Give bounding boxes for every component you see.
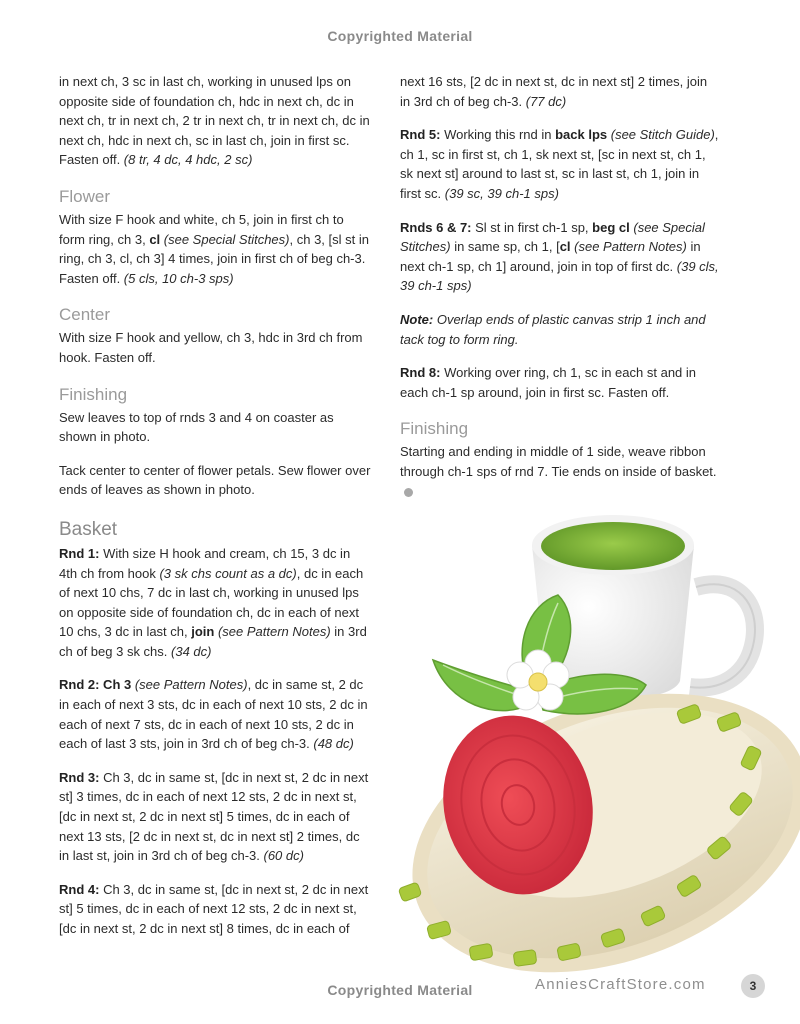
flower-bold-cl: cl [149, 231, 161, 247]
center-heading: Center [59, 305, 111, 325]
rnd67-text-2: in same sp, ch 1, [ [450, 239, 560, 255]
flower-heading: Flower [59, 186, 111, 206]
rnd67-ref-2: (see Pattern Notes) [570, 239, 687, 255]
rnd4-count: (77 dc) [525, 93, 567, 109]
rnd5-ref: (see Stitch Guide) [607, 127, 715, 143]
rnd5-bold-back-lps: back lps [555, 127, 608, 143]
left-column [59, 72, 371, 953]
page-number-badge: 3 [741, 974, 765, 998]
rnd5-text-1: Working this rnd in [440, 127, 556, 143]
flower-paragraph [59, 210, 371, 288]
rnd8-text: Working over ring, ch 1, sc in each st and in each ch-1 sp around, join in first sc. Fasten off. [400, 365, 697, 400]
rnd4-paragraph [59, 880, 371, 939]
rnd4-text: Ch 3, dc in same st, [dc in next st, 2 dc in next st] 5 times, dc in each of next 12 sts, 2 dc in next st, [dc in next st, 2 dc in next st] 8 times, dc in each of [59, 881, 369, 936]
rnd67-label: Rnds 6 & 7: [400, 219, 472, 235]
finishing-paragraph-2: Tack center to center of flower petals. Sew flower over ends of leaves as shown in photo. [59, 462, 371, 498]
rnd67-paragraph [400, 218, 720, 296]
rnd5-count: (39 sc, 39 ch-1 sps) [444, 185, 559, 201]
rnd4-label: Rnd 4: [59, 881, 100, 897]
rnd2-paragraph [59, 675, 371, 753]
finishing-right-text: Starting and ending in middle of 1 side, weave ribbon through ch-1 sps of rnd 7. Tie ends on inside of basket. [400, 444, 717, 479]
rnd67-count: (39 cls, 39 ch-1 sps) [400, 258, 719, 294]
rnd3-label: Rnd 3: [59, 769, 100, 785]
website-url: AnniesCraftStore.com [535, 976, 706, 993]
flower-text-2: , ch 3, [sl st in ring, ch 3, cl, ch 3] 4 times, join in first ch of beg ch-3. Fasten off. [59, 231, 369, 286]
rnd2-ref: (see Pattern Notes) [131, 677, 248, 693]
product-photo [378, 505, 800, 975]
rnd67-bold-beg-cl: beg cl [592, 219, 630, 235]
rnd4-cont-text: next 16 sts, [2 dc in next st, dc in next st] 2 times, join in 3rd ch of beg ch-3. [400, 74, 708, 109]
rnd67-bold-cl: cl [559, 239, 571, 255]
rnd67-text-1: Sl st in first ch-1 sp, [471, 219, 593, 235]
rnd1-count: (34 dc) [171, 643, 212, 659]
rnd67-ref-1: (see Special Stitches) [400, 219, 705, 255]
rnd1-label: Rnd 1: [59, 545, 100, 561]
basket-heading: Basket [59, 518, 118, 540]
finishing-heading-left: Finishing [59, 384, 128, 404]
intro-count: (8 tr, 4 dc, 4 hdc, 2 sc) [123, 152, 253, 168]
rnd4-continued [400, 72, 720, 111]
rnd1-text-2: , dc in each of next 10 chs, 7 dc in last ch, working in unused lps on opposite side of foundation ch, dc in each of next 10 chs, 3 dc in last ch, [59, 565, 364, 640]
right-column [400, 72, 720, 515]
rnd1-ref-1: (3 sk chs count as a dc) [159, 565, 297, 581]
copyright-watermark-top: Copyrighted Material [327, 28, 473, 44]
copyright-watermark-bottom: Copyrighted Material [327, 982, 473, 998]
rnd1-paragraph [59, 544, 371, 662]
rnd1-bold-join: join [191, 624, 215, 640]
end-of-pattern-dot [404, 488, 413, 497]
rnd2-label: Rnd 2: Ch 3 [59, 677, 132, 693]
intro-text: in next ch, 3 sc in last ch, working in unused lps on opposite side of foundation ch, hdc in next ch, dc in next ch, tr in next ch, 2 tr in next ch, tr in next ch, dc in next ch, hdc in next ch, sc in last ch, join in first sc. Fasten off. [59, 74, 370, 168]
rnd1-text-1: With size H hook and cream, ch 15, 3 dc in 4th ch from hook [59, 545, 351, 581]
rnd5-paragraph [400, 125, 720, 203]
rnd3-count: (60 dc) [263, 848, 304, 864]
rnd3-text: Ch 3, dc in same st, [dc in next st, 2 dc in next st] 3 times, dc in each of next 12 sts, 2 dc in next st, [dc in next st, 2 dc in next st] 5 times, dc in each of next 13 sts, [2 dc in next st, dc in next st] 2 times, dc in last st, join in 3rd ch of beg ch-3. [59, 769, 369, 864]
flower-text-1: With size F hook and white, ch 5, join in first ch to form ring, ch 3, [59, 211, 344, 247]
rnd5-label: Rnd 5: [400, 127, 441, 143]
intro-paragraph [59, 72, 371, 170]
finishing-heading-right: Finishing [400, 419, 469, 439]
center-paragraph: With size F hook and yellow, ch 3, hdc in 3rd ch from hook. Fasten off. [59, 330, 363, 365]
rnd8-paragraph [400, 363, 720, 402]
rnd2-text: , dc in same st, 2 dc in each of next 3 sts, dc in each of next 10 sts, 2 dc in each of next 7 sts, dc in each of next 10 sts, 2 dc in each of last 3 sts, join in 3rd ch of beg ch-3. [59, 677, 368, 752]
rnd67-text-3: in next ch-1 sp, ch 1] around, join in top of first dc. [400, 239, 701, 274]
note-label: Note: [400, 311, 434, 327]
note-paragraph [400, 310, 720, 349]
rnd5-text-2: , ch 1, sc in first st, ch 1, sk next st, [sc in next st, ch 1, sk next st] around to last st, sc in last st, ch 1, join in first sc. [400, 127, 719, 201]
rnd1-text-3: in 3rd ch of beg 3 sk chs. [59, 624, 367, 659]
rnd1-ref-2: (see Pattern Notes) [214, 624, 331, 640]
flower-count: (5 cls, 10 ch-3 sps) [123, 270, 234, 286]
rnd8-label: Rnd 8: [400, 365, 441, 381]
finishing-right-paragraph [400, 442, 720, 501]
finishing-paragraph-1: Sew leaves to top of rnds 3 and 4 on coaster as shown in photo. [59, 409, 334, 445]
flower-ref: (see Special Stitches) [160, 231, 290, 247]
note-text: Overlap ends of plastic canvas strip 1 inch and tack tog to form ring. [400, 311, 706, 347]
rnd2-count: (48 dc) [313, 736, 354, 752]
rnd3-paragraph [59, 768, 371, 866]
